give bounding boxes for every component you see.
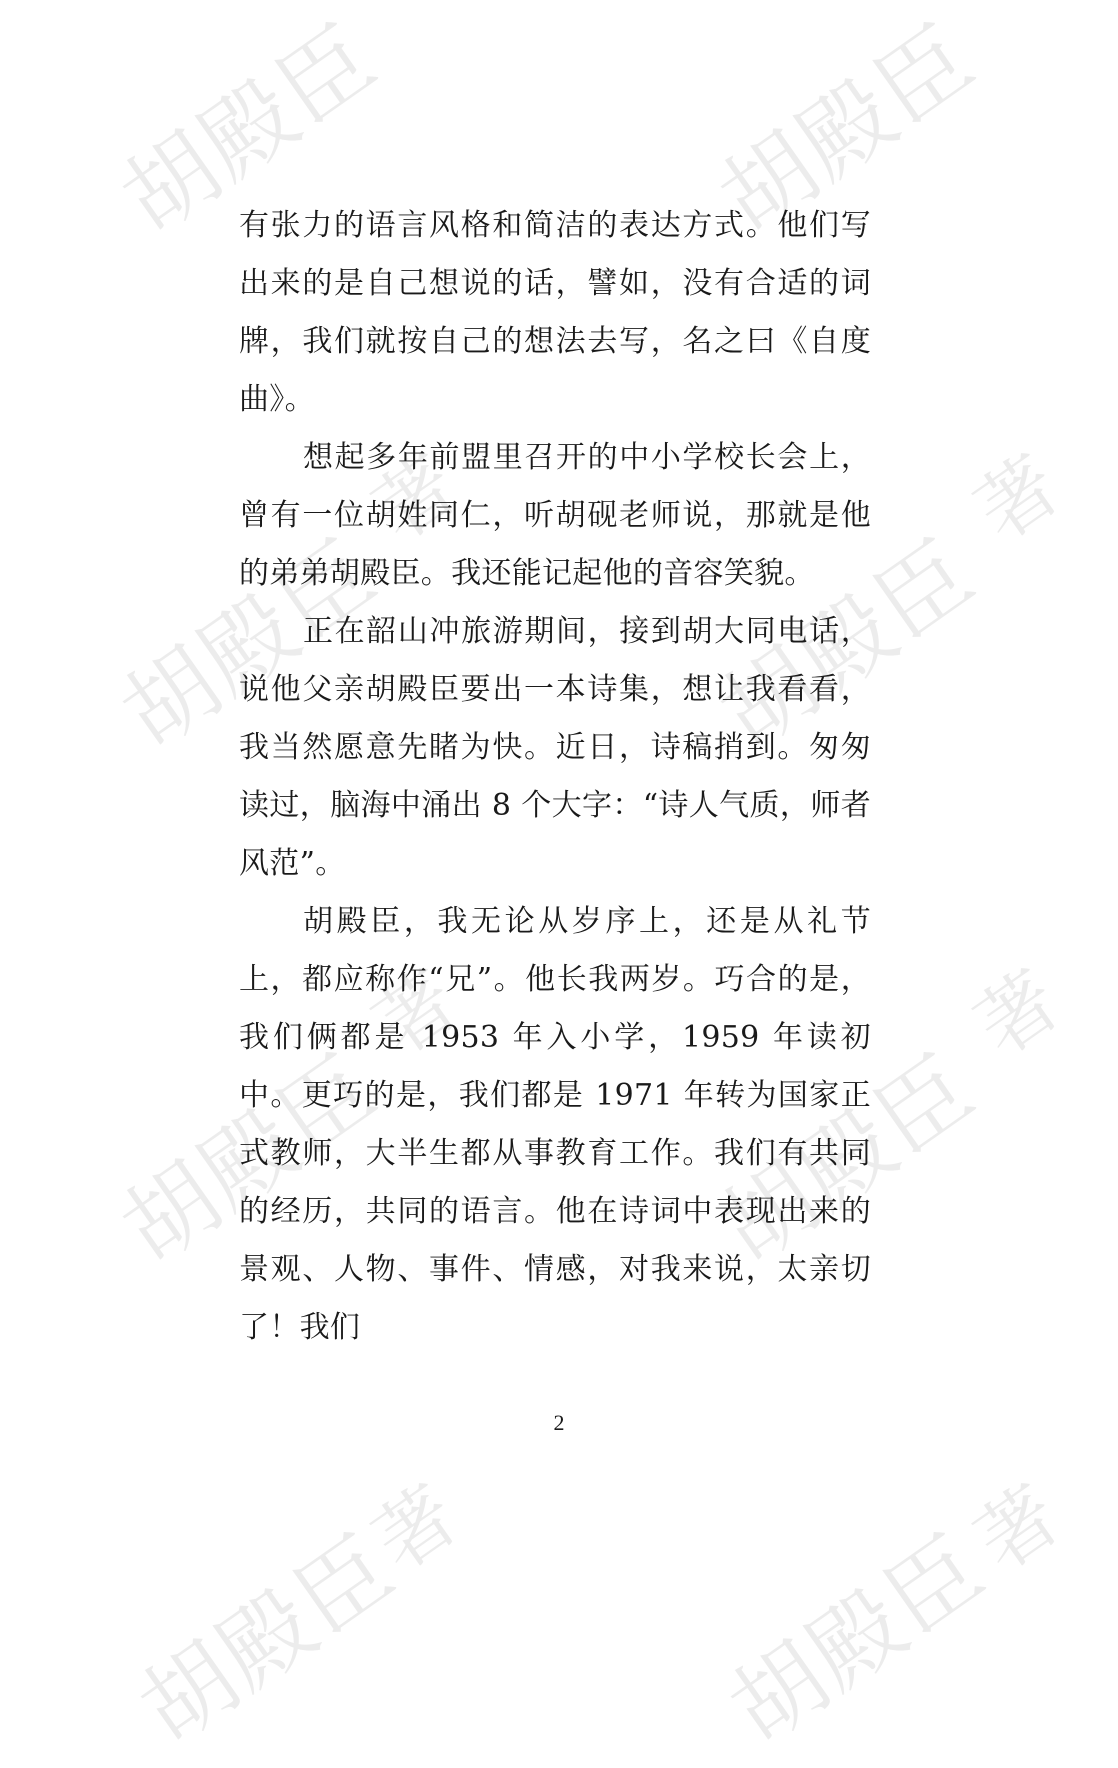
paragraph: 胡殿臣，我无论从岁序上，还是从礼节上，都应称作“兄”。他长我两岁。巧合的是，我们俩都是 1953 年入小学，1959 年读初中。更巧的是，我们都是 1971 年转为国家正式教师，大半生都从事教育工作。我们有共同的经历，共同的语言。他在诗词中表现出来的景观、人物、事件、情感，对我来说，太亲切了！我们 xyxy=(239,904,871,1345)
watermark: 著 xyxy=(960,438,1078,559)
watermark: 胡殿臣 xyxy=(701,519,994,770)
paragraph: 有张力的语言风格和简洁的表达方式。他们写出来的是自己想说的话，譬如，没有合适的词牌，我们就按自己的想法去写，名之曰《自度曲》。 xyxy=(239,208,871,417)
watermark: 胡殿臣 xyxy=(121,1514,414,1765)
paragraph: 正在韶山冲旅游期间，接到胡大同电话，说他父亲胡殿臣要出一本诗集，想让我看看，我当然愿意先睹为快。近日，诗稿捎到。匆匆读过，脑海中涌出 8 个大字：“诗人气质，师者风范”。 xyxy=(239,614,871,881)
watermark: 胡殿臣 xyxy=(701,4,994,255)
watermark: 著 xyxy=(358,1468,476,1589)
paragraph: 想起多年前盟里召开的中小学校长会上，曾有一位胡姓同仁，听胡砚老师说，那就是他的弟弟胡殿臣。我还能记起他的音容笑貌。 xyxy=(239,440,871,591)
watermark: 著 xyxy=(358,438,476,559)
watermark: 胡殿臣 xyxy=(711,1514,1004,1765)
watermark: 著 xyxy=(960,953,1078,1074)
watermark: 著 xyxy=(960,1468,1078,1589)
page-number: 2 xyxy=(553,1410,565,1435)
body-text xyxy=(239,197,871,1357)
watermark: 胡殿臣 xyxy=(103,1034,396,1285)
watermark: 胡殿臣 xyxy=(103,519,396,770)
watermark: 胡殿臣 xyxy=(701,1034,994,1285)
watermark: 著 xyxy=(358,953,476,1074)
watermark: 胡殿臣 xyxy=(103,4,396,255)
